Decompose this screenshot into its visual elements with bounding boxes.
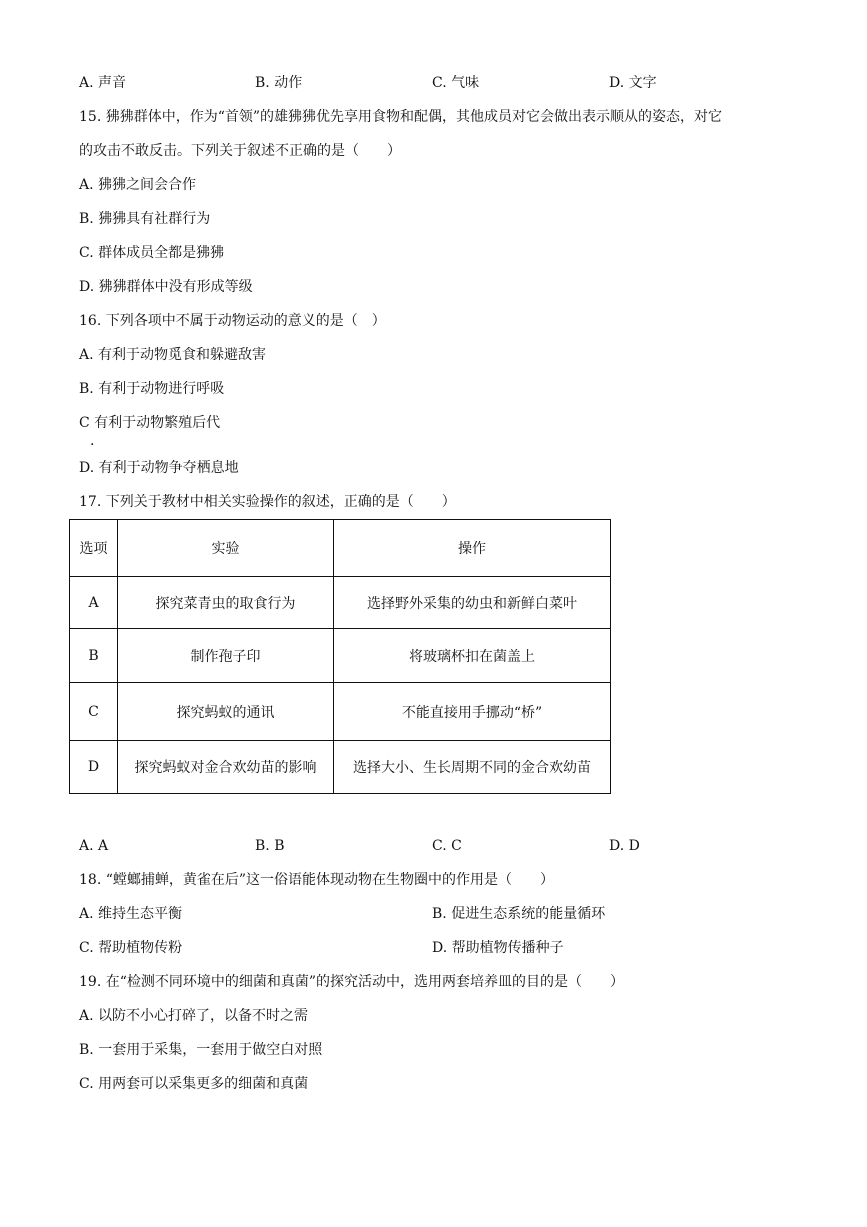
q15-option-d: D. 狒狒群体中没有形成等级: [79, 279, 253, 295]
cell-option: C: [70, 683, 118, 741]
q16-stem: 16. 下列各项中不属于动物运动的意义的是（ ）: [79, 313, 386, 329]
q19-option-c: C. 用两套可以采集更多的细菌和真菌: [79, 1076, 309, 1092]
q18-stem: 18. “螳螂捕蝉，黄雀在后”这一俗语能体现动物在生物圈中的作用是（ ）: [79, 872, 555, 888]
cell-experiment: 探究菜青虫的取食行为: [118, 577, 334, 629]
cell-experiment: 探究蚂蚁对金合欢幼苗的影响: [118, 741, 334, 794]
header-option: 选项: [70, 520, 118, 577]
q16-option-d: D. 有利于动物争夺栖息地: [79, 460, 239, 476]
q16-option-a: A. 有利于动物觅食和躲避敌害: [79, 347, 267, 363]
cell-experiment: 探究蚂蚁的通讯: [118, 683, 334, 741]
q15-option-b: B. 狒狒具有社群行为: [79, 211, 211, 227]
table-header-row: [70, 520, 611, 577]
q16-option-c: C 有利于动物繁殖后代: [79, 415, 221, 431]
q18-option-b: B. 促进生态系统的能量循环: [432, 906, 606, 922]
table-row: [70, 683, 611, 741]
q18-option-d: D. 帮助植物传播种子: [432, 940, 564, 956]
cell-operation: 选择野外采集的幼虫和新鲜白菜叶: [334, 577, 611, 629]
q17-stem: 17. 下列关于教材中相关实验操作的叙述，正确的是（ ）: [79, 494, 456, 510]
cell-operation: 将玻璃杯扣在菌盖上: [334, 629, 611, 683]
experiment-table: [69, 519, 611, 794]
q17-option-b: B. B: [255, 838, 285, 854]
q19-option-b: B. 一套用于采集，一套用于做空白对照: [79, 1042, 323, 1058]
q15-stem-line2: 的攻击不敢反击。下列关于叙述不正确的是（ ）: [79, 143, 401, 159]
q14-option-c: C. 气味: [432, 75, 480, 91]
q19-stem: 19. 在“检测不同环境中的细菌和真菌”的探究活动中，选用两套培养皿的目的是（ ）: [79, 974, 625, 990]
cell-option: B: [70, 629, 118, 683]
q15-option-c: C. 群体成员全都是狒狒: [79, 245, 225, 261]
q14-option-b: B. 动作: [255, 75, 303, 91]
q15-stem-line1: 15. 狒狒群体中，作为“首领”的雄狒狒优先享用食物和配偶，其他成员对它会做出表示顺从的姿态，对它: [79, 109, 723, 125]
q15-option-a: A. 狒狒之间会合作: [79, 177, 197, 193]
q19-option-a: A. 以防不小心打碎了，以备不时之需: [79, 1008, 309, 1024]
q14-option-d: D. 文字: [609, 75, 657, 91]
cell-operation: 选择大小、生长周期不同的金合欢幼苗: [334, 741, 611, 794]
stray-dot-mark: .: [90, 433, 95, 449]
q17-option-c: C. C: [432, 838, 462, 854]
q18-option-c: C. 帮助植物传粉: [79, 940, 183, 956]
cell-operation: 不能直接用手挪动“桥”: [334, 683, 611, 741]
q17-option-d: D. D: [609, 838, 640, 854]
table-row: [70, 577, 611, 629]
q14-option-a: A. 声音: [79, 75, 127, 91]
cell-option: A: [70, 577, 118, 629]
q18-option-a: A. 维持生态平衡: [79, 906, 183, 922]
header-operation: 操作: [334, 520, 611, 577]
table-row: [70, 741, 611, 794]
cell-option: D: [70, 741, 118, 794]
cell-experiment: 制作孢子印: [118, 629, 334, 683]
header-experiment: 实验: [118, 520, 334, 577]
q17-option-a: A. A: [79, 838, 109, 854]
table-row: [70, 629, 611, 683]
q16-option-b: B. 有利于动物进行呼吸: [79, 381, 225, 397]
